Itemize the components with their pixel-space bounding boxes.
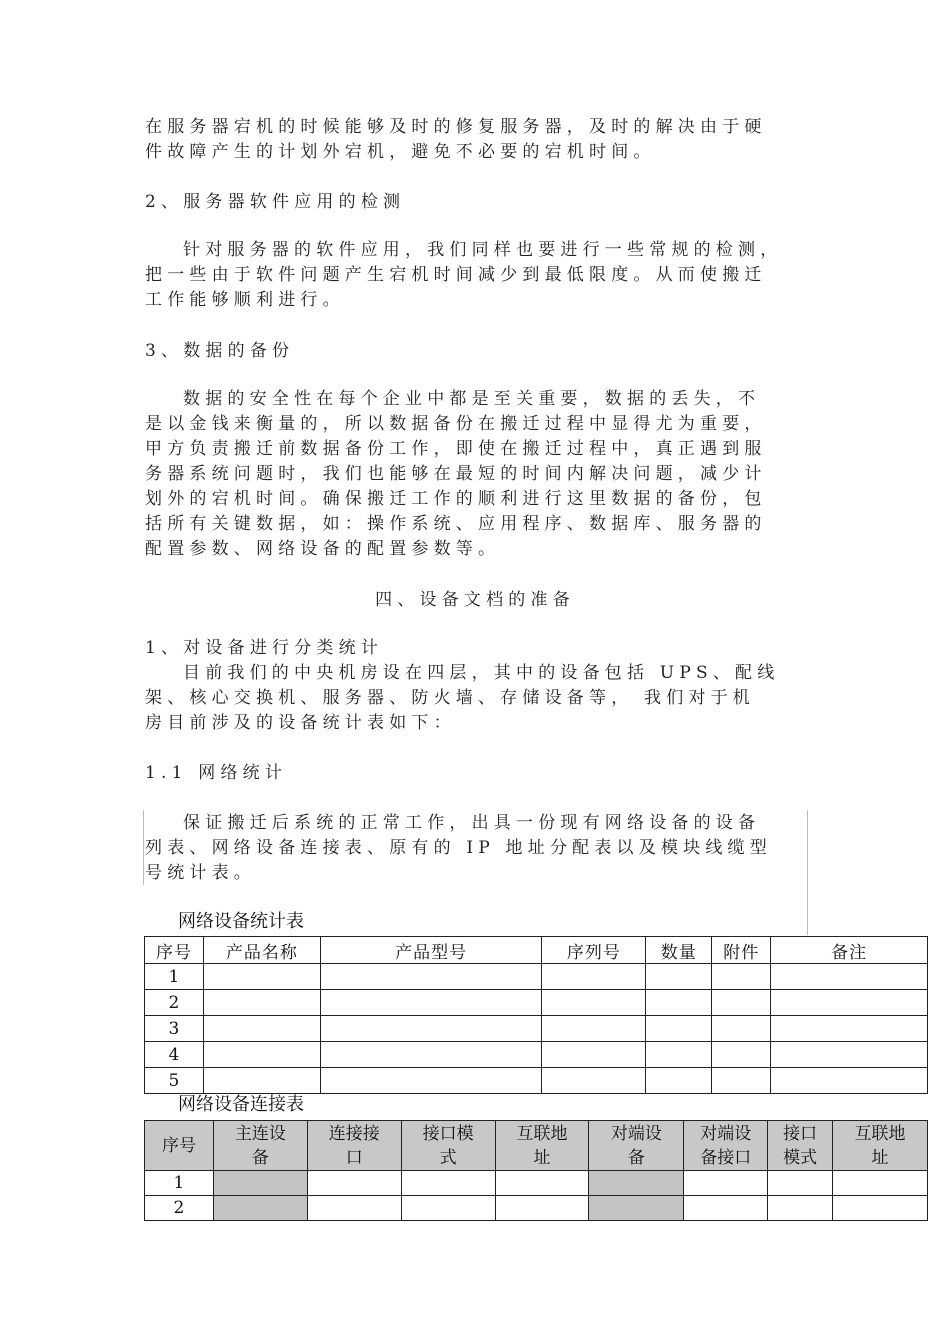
table-row: [145, 1068, 928, 1094]
network-device-connection-table: [144, 1120, 928, 1221]
table-cell: [401, 1171, 495, 1196]
header-product-model: 产品型号: [320, 937, 542, 964]
header-text: 备: [627, 1147, 645, 1168]
table-cell-shaded: [589, 1196, 684, 1221]
table-cell: [768, 1196, 833, 1221]
header-accessories: 附件: [712, 937, 771, 964]
table-cell-shaded: [589, 1171, 684, 1196]
paragraph-3-line-1: 数据的安全性在每个企业中都是至关重要，数据的丢失，不: [183, 389, 761, 409]
paragraph-4-line-1: 目前我们的中央机房设在四层，其中的设备包括 UPS、配线: [183, 663, 780, 683]
row-index: 1: [145, 1171, 214, 1196]
row-index: 2: [145, 1196, 214, 1221]
table-cell: [771, 1068, 928, 1094]
table-cell: [495, 1196, 589, 1221]
heading-classify-devices: 1、对设备进行分类统计: [145, 638, 384, 658]
table-cell: [320, 990, 542, 1016]
table-cell: [712, 1068, 771, 1094]
paragraph-3-line-2: 是以金钱来衡量的，所以数据备份在搬迁过程中显得尤为重要，: [145, 414, 767, 434]
table-cell: [646, 1016, 712, 1042]
header-port-mode-2: [768, 1121, 833, 1171]
paragraph-3-line-5: 划外的宕机时间。确保搬迁工作的顺利进行这里数据的备份，包: [145, 489, 767, 509]
header-peer-device-port: [684, 1121, 768, 1171]
header-text: 式: [439, 1147, 457, 1168]
table-header-row: [145, 937, 928, 964]
paragraph-5-line-2: 列表、网络设备连接表、原有的 IP 地址分配表以及模块线缆型: [145, 838, 772, 858]
table-cell: [495, 1171, 589, 1196]
section-title-device-docs: 四、设备文档的准备: [375, 590, 575, 610]
row-index: 3: [145, 1016, 204, 1042]
table-cell-shaded: [213, 1171, 307, 1196]
header-text: 备: [251, 1147, 269, 1168]
header-peer-device: [589, 1121, 684, 1171]
frame-right-rule: [807, 810, 808, 935]
table-cell: [320, 1042, 542, 1068]
table-cell: [712, 1016, 771, 1042]
header-index: 序号: [145, 937, 204, 964]
row-index: 2: [145, 990, 204, 1016]
heading-network-stats: 1.1 网络统计: [145, 763, 288, 783]
paragraph-4-line-2: 架、核心交换机、服务器、防火墙、存储设备等， 我们对于机: [145, 688, 756, 708]
table-cell: [646, 964, 712, 990]
header-interconnect-address: [495, 1121, 589, 1171]
table-cell: [320, 1016, 542, 1042]
table-cell: [771, 1042, 928, 1068]
paragraph-2-line-1: 针对服务器的软件应用，我们同样也要进行一些常规的检测，: [183, 240, 783, 260]
table-row: [145, 1171, 928, 1196]
table-cell: [542, 1068, 646, 1094]
paragraph-4-line-3: 房目前涉及的设备统计表如下：: [145, 713, 456, 733]
header-serial-number: 序列号: [542, 937, 646, 964]
table-cell: [712, 990, 771, 1016]
header-text: 对端设: [700, 1123, 752, 1144]
table-header-row: [145, 1121, 928, 1171]
table-cell: [203, 1016, 320, 1042]
table-cell: [646, 1042, 712, 1068]
header-text: 模式: [783, 1147, 818, 1168]
table-cell: [771, 964, 928, 990]
table-cell: [203, 1068, 320, 1094]
header-main-device: [213, 1121, 307, 1171]
heading-data-backup: 3、数据的备份: [145, 341, 295, 361]
header-text: 接口: [783, 1123, 818, 1144]
paragraph-3-line-4: 务器系统问题时，我们也能够在最短的时间内解决问题，减少计: [145, 464, 767, 484]
heading-software-check: 2、服务器软件应用的检测: [145, 192, 406, 212]
table-cell: [542, 990, 646, 1016]
table-cell: [712, 964, 771, 990]
table-cell: [684, 1196, 768, 1221]
header-text: 序号: [161, 1135, 196, 1156]
table-cell: [203, 1042, 320, 1068]
table-cell: [833, 1171, 928, 1196]
table-cell: [712, 1042, 771, 1068]
table-cell: [684, 1171, 768, 1196]
table-cell: [646, 1068, 712, 1094]
header-port-mode: [401, 1121, 495, 1171]
table-cell: [646, 990, 712, 1016]
table-cell: [542, 1016, 646, 1042]
table-cell: [771, 990, 928, 1016]
table-row: [145, 990, 928, 1016]
table-cell: [320, 964, 542, 990]
row-index: 1: [145, 964, 204, 990]
table-row: [145, 1016, 928, 1042]
frame-left-rule: [143, 810, 144, 885]
table-cell: [768, 1171, 833, 1196]
header-text: 址: [871, 1147, 889, 1168]
header-text: 址: [533, 1147, 551, 1168]
table-cell: [307, 1171, 401, 1196]
table-1-title: 网络设备统计表: [178, 911, 304, 932]
paragraph-2-line-3: 工作能够顺利进行。: [145, 290, 345, 310]
table-cell: [771, 1016, 928, 1042]
paragraph-5-line-3: 号统计表。: [145, 863, 256, 883]
table-cell: [833, 1196, 928, 1221]
paragraph-3-line-7: 配置参数、网络设备的配置参数等。: [145, 539, 501, 559]
paragraph-1-line-2: 件故障产生的计划外宕机，避免不必要的宕机时间。: [145, 142, 656, 162]
header-text: 互联地: [516, 1123, 568, 1144]
row-index: 4: [145, 1042, 204, 1068]
header-text: 互联地: [854, 1123, 906, 1144]
table-cell: [542, 1042, 646, 1068]
header-text: 对端设: [610, 1123, 662, 1144]
header-product-name: 产品名称: [203, 937, 320, 964]
paragraph-5-line-1: 保证搬迁后系统的正常工作，出具一份现有网络设备的设备: [183, 813, 761, 833]
table-row: [145, 1042, 928, 1068]
header-interconnect-address-2: [833, 1121, 928, 1171]
header-text: 接口模: [422, 1123, 474, 1144]
table-cell: [542, 964, 646, 990]
header-text: 主连设: [234, 1123, 286, 1144]
header-remarks: 备注: [771, 937, 928, 964]
paragraph-1-line-1: 在服务器宕机的时候能够及时的修复服务器，及时的解决由于硬: [145, 117, 767, 137]
header-quantity: 数量: [646, 937, 712, 964]
table-2-title: 网络设备连接表: [178, 1094, 304, 1115]
table-row: [145, 1196, 928, 1221]
paragraph-2-line-2: 把一些由于软件问题产生宕机时间减少到最低限度。从而使搬迁: [145, 265, 767, 285]
table-cell-shaded: [213, 1196, 307, 1221]
table-row: [145, 964, 928, 990]
header-text: 连接接: [328, 1123, 380, 1144]
header-text: 口: [345, 1147, 363, 1168]
header-index: [145, 1121, 214, 1171]
paragraph-3-line-3: 甲方负责搬迁前数据备份工作，即使在搬迁过程中，真正遇到服: [145, 439, 767, 459]
header-text: 备接口: [700, 1147, 752, 1168]
table-cell: [307, 1196, 401, 1221]
row-index: 5: [145, 1068, 204, 1094]
header-connect-port: [307, 1121, 401, 1171]
table-cell: [203, 990, 320, 1016]
network-device-stats-table: [144, 936, 928, 1094]
table-cell: [203, 964, 320, 990]
paragraph-3-line-6: 括所有关键数据，如：操作系统、应用程序、数据库、服务器的: [145, 514, 767, 534]
table-cell: [320, 1068, 542, 1094]
table-cell: [401, 1196, 495, 1221]
